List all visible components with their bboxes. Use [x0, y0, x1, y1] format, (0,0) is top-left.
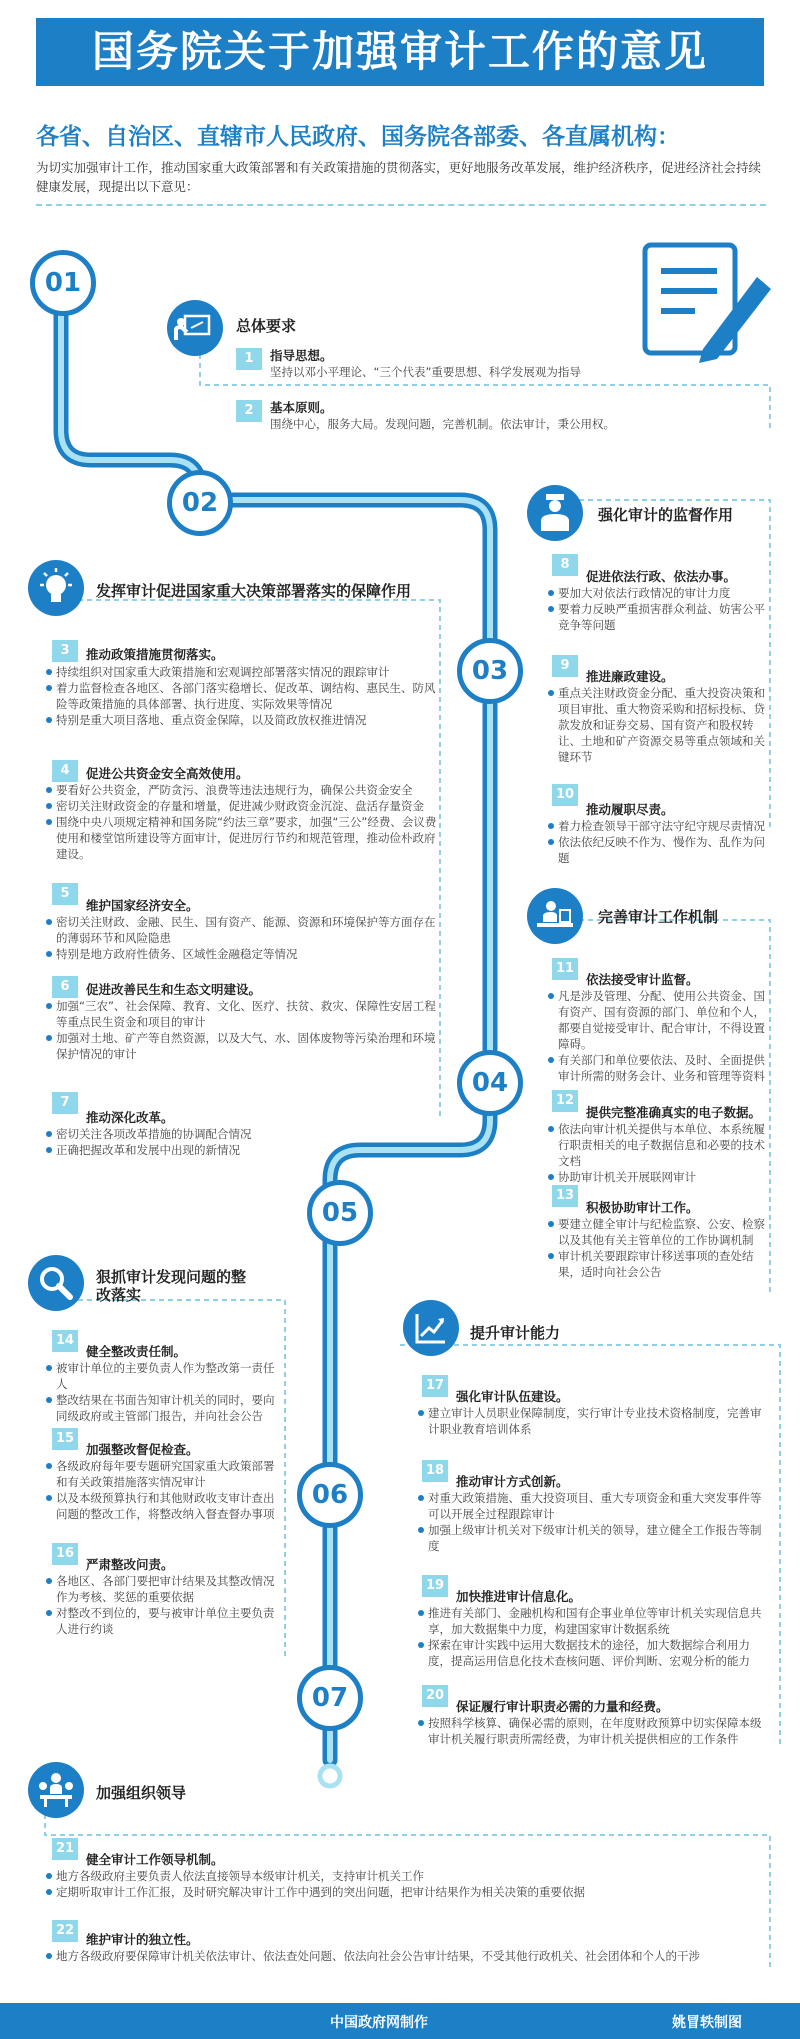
bullet: 要建立健全审计与纪检监察、公安、检察以及其他有关主管单位的工作协调机制 — [548, 1216, 770, 1248]
item-title: 推动政策措施贯彻落实。 — [86, 647, 224, 662]
footer-producer: 中国政府网制作 — [330, 2015, 428, 2031]
bullet: 持续组织对国家重大政策措施和宏观调控部署落实情况的跟踪审计 — [46, 664, 441, 680]
bullet: 以及本级预算执行和其他财政收支审计查出问题的整改工作，将整改纳入督查督办事项 — [46, 1490, 280, 1522]
item-title: 维护国家经济安全。 — [86, 898, 199, 913]
section-title-03: 强化审计的监督作用 — [598, 506, 734, 524]
section-title-01: 总体要求 — [236, 317, 297, 335]
bullet: 对整改不到位的，要与被审计单位主要负责人进行约谈 — [46, 1605, 280, 1637]
bullet: 建立审计人员职业保障制度，实行审计专业技术资格制度，完善审计职业教育培训体系 — [418, 1405, 770, 1437]
section-number-01: 01 — [30, 250, 96, 316]
item-title: 健全审计工作领导机制。 — [86, 1852, 224, 1867]
section-number-07: 07 — [297, 1665, 363, 1731]
bullet: 依法依纪反映不作为、慢作为、乱作为问题 — [548, 834, 770, 866]
bullet: 特别是地方政府性债务、区域性金融稳定等情况 — [46, 946, 441, 962]
item-badge: 10 — [552, 784, 578, 806]
item-title: 推动审计方式创新。 — [456, 1474, 569, 1489]
item-bullets — [418, 1490, 770, 1554]
item-badge: 6 — [52, 976, 78, 998]
item-bullets — [46, 998, 441, 1062]
item-title: 促进改善民生和生态文明建设。 — [86, 982, 262, 997]
section-number-02: 02 — [167, 470, 233, 536]
bullet: 整改结果在书面告知审计机关的同时，要向同级政府或主管部门报告，并向社会公告 — [46, 1392, 280, 1424]
magnifier-icon — [28, 1255, 84, 1311]
item-badge: 1 — [236, 348, 262, 370]
item-bullets — [46, 782, 441, 862]
item-badge: 4 — [52, 760, 78, 782]
item-bullets — [46, 914, 441, 962]
item-title: 健全整改责任制。 — [86, 1344, 187, 1359]
bullet: 推进有关部门、金融机构和国有企事业单位等审计机关实现信息共享，加大数据集中力度，构建国家审计数据系统 — [418, 1605, 770, 1637]
item-bullets — [46, 1360, 280, 1424]
office-icon — [527, 888, 583, 944]
section-number-05: 05 — [307, 1180, 373, 1246]
item-title: 基本原则。 — [270, 400, 333, 415]
bullet: 特别是重大项目落地、重点资金保障，以及简政放权推进情况 — [46, 712, 441, 728]
footer-designer: 姚冒轶制图 — [672, 2015, 742, 2031]
item-bullets — [46, 1868, 766, 1900]
bullet: 对重大政策措施、重大投资项目、重大专项资金和重大突发事件等可以开展全过程跟踪审计 — [418, 1490, 770, 1522]
item-badge: 14 — [52, 1330, 78, 1352]
item-title: 推动履职尽责。 — [586, 802, 674, 817]
bullet: 定期听取审计工作汇报，及时研究解决审计工作中遇到的突出问题，把审计结果作为相关决策的重要依据 — [46, 1884, 766, 1900]
item-title: 维护审计的独立性。 — [86, 1932, 199, 1947]
addressee: 各省、自治区、直辖市人民政府、国务院各部委、各直属机构： — [36, 124, 680, 150]
item-badge: 18 — [422, 1460, 448, 1482]
item-badge: 20 — [422, 1685, 448, 1707]
bullet: 围绕中央八项规定精神和国务院“约法三章”要求，加强“三公”经费、会议费使用和楼堂馆所建设等方面审计，促进厉行节约和规范管理，推动俭朴政府建设。 — [46, 814, 441, 862]
item-title: 指导思想。 — [270, 348, 333, 363]
bullet: 协助审计机关开展联网审计 — [548, 1169, 770, 1185]
item-title: 促进公共资金安全高效使用。 — [86, 766, 249, 781]
item-badge: 21 — [52, 1838, 78, 1860]
item-title: 促进依法行政、依法办事。 — [586, 569, 737, 584]
bullet: 要看好公共资金，严防贪污、浪费等违法违规行为，确保公共资金安全 — [46, 782, 441, 798]
item-badge: 13 — [552, 1185, 578, 1207]
bullet: 正确把握改革和发展中出现的新情况 — [46, 1142, 441, 1158]
section-number-03: 03 — [457, 638, 523, 704]
item-badge: 7 — [52, 1092, 78, 1114]
bullet: 着力监督检查各地区、各部门落实稳增长、促改革、调结构、惠民生、防风险等政策措施的具体部署、执行进度、实际效果等情况 — [46, 680, 441, 712]
bullet: 各级政府每年要专题研究国家重大政策部署和有关政策措施落实情况审计 — [46, 1458, 280, 1490]
bullet: 重点关注财政资金分配、重大投资决策和项目审批、重大物资采购和招标投标、贷款发放和证券交易、国有资产和股权转让、土地和矿产资源交易等重点领域和关键环节 — [548, 685, 770, 765]
section-number-04: 04 — [457, 1050, 523, 1116]
item-badge: 12 — [552, 1090, 578, 1112]
section-number-06: 06 — [297, 1462, 363, 1528]
bullet: 加强“三农”、社会保障、教育、文化、医疗、扶贫、救灾、保障性安居工程等重点民生资金和项目的审计 — [46, 998, 441, 1030]
bullet: 着力检查领导干部守法守纪守规尽责情况 — [548, 818, 770, 834]
item-badge: 17 — [422, 1375, 448, 1397]
bullet: 有关部门和单位要依法、及时、全面提供审计所需的财务会计、业务和管理等资料 — [548, 1052, 770, 1084]
item-bullets — [418, 1405, 770, 1437]
section-title-05: 狠抓审计发现问题的整改落实 — [96, 1268, 247, 1304]
item-title: 推进廉政建设。 — [586, 669, 674, 684]
item-title: 保证履行审计职责必需的力量和经费。 — [456, 1699, 669, 1714]
item-bullets — [46, 1573, 280, 1637]
item-title: 严肃整改问责。 — [86, 1557, 174, 1572]
page-title: 国务院关于加强审计工作的意见 — [36, 18, 764, 86]
bullet: 加强上级审计机关对下级审计机关的领导，建立健全工作报告等制度 — [418, 1522, 770, 1554]
item-bullets — [418, 1715, 770, 1747]
bullet: 地方各级政府要保障审计机关依法审计、依法查处问题、依法向社会公告审计结果，不受其他行政机关、社会团体和个人的干涉 — [46, 1948, 766, 1964]
item-badge: 5 — [52, 883, 78, 905]
item-title: 推动深化改革。 — [86, 1110, 174, 1125]
bullet: 各地区、各部门要把审计结果及其整改情况作为考核、奖惩的重要依据 — [46, 1573, 280, 1605]
bullet: 密切关注财政资金的存量和增量，促进减少财政资金沉淀、盘活存量资金 — [46, 798, 441, 814]
item-bullets — [46, 664, 441, 728]
item-bullets — [548, 1216, 770, 1280]
bullet: 要着力反映严重损害群众利益、妨害公平竞争等问题 — [548, 601, 770, 633]
item-bullets — [548, 585, 770, 633]
item-bullets — [548, 1121, 770, 1185]
item-bullets — [46, 1126, 441, 1158]
bullet: 依法向审计机关提供与本单位、本系统履行职责相关的电子数据信息和必要的技术文档 — [548, 1121, 770, 1169]
bullet: 密切关注财政、金融、民生、国有资产、能源、资源和环境保护等方面存在的薄弱环节和风险隐患 — [46, 914, 441, 946]
item-bullets — [548, 818, 770, 866]
section-title-07: 加强组织领导 — [96, 1784, 187, 1802]
item-text: 围绕中心，服务大局。发现问题，完善机制。依法审计，秉公用权。 — [270, 417, 615, 431]
item-title: 加快推进审计信息化。 — [456, 1589, 582, 1604]
item-badge: 11 — [552, 958, 578, 980]
item-text: 坚持以邓小平理论、“三个代表”重要思想、科学发展观为指导 — [270, 365, 581, 379]
bullet: 密切关注各项改革措施的协调配合情况 — [46, 1126, 441, 1142]
lightbulb-icon — [28, 560, 84, 616]
item-badge: 16 — [52, 1543, 78, 1565]
item-bullets — [548, 988, 770, 1084]
bullet: 按照科学核算、确保必需的原则，在年度财政预算中切实保障本级审计机关履行职责所需经费，为审计机关提供相应的工作条件 — [418, 1715, 770, 1747]
bullet: 加强对土地、矿产等自然资源，以及大气、水、固体废物等污染治理和环境保护情况的审计 — [46, 1030, 441, 1062]
bullet: 凡是涉及管理、分配、使用公共资金、国有资产、国有资源的部门、单位和个人，都要自觉接受审计、配合审计，不得设置障碍。 — [548, 988, 770, 1052]
item-title: 强化审计队伍建设。 — [456, 1389, 569, 1404]
item-title: 依法接受审计监督。 — [586, 972, 699, 987]
item-title: 提供完整准确真实的电子数据。 — [586, 1105, 762, 1120]
item-badge: 9 — [552, 655, 578, 677]
bullet: 被审计单位的主要负责人作为整改第一责任人 — [46, 1360, 280, 1392]
item-badge: 8 — [552, 554, 578, 576]
bullet: 要加大对依法行政情况的审计力度 — [548, 585, 770, 601]
item-badge: 22 — [52, 1920, 78, 1942]
section-title-06: 提升审计能力 — [470, 1324, 561, 1342]
bullet: 地方各级政府主要负责人依法直接领导本级审计机关，支持审计机关工作 — [46, 1868, 766, 1884]
bullet: 审计机关要跟踪审计移送事项的查处结果，适时向社会公告 — [548, 1248, 770, 1280]
item-bullets — [46, 1948, 766, 1964]
item-badge: 2 — [236, 400, 262, 422]
section-title-02: 发挥审计促进国家重大决策部署落实的保障作用 — [96, 582, 412, 600]
item-bullets — [548, 685, 770, 765]
section-title-04: 完善审计工作机制 — [598, 908, 719, 926]
item-title: 加强整改督促检查。 — [86, 1442, 199, 1457]
presentation-icon — [167, 300, 223, 356]
item-bullets — [418, 1605, 770, 1669]
auditor-icon — [527, 485, 583, 541]
chart-icon — [403, 1300, 459, 1356]
item-title: 积极协助审计工作。 — [586, 1200, 699, 1215]
item-badge: 19 — [422, 1575, 448, 1597]
item-bullets — [46, 1458, 280, 1522]
bullet: 探索在审计实践中运用大数据技术的途径，加大数据综合利用力度，提高运用信息化技术查核问题、评价判断、宏观分析的能力 — [418, 1637, 770, 1669]
item-badge: 3 — [52, 640, 78, 662]
item-badge: 15 — [52, 1428, 78, 1450]
intro-text: 为切实加强审计工作，推动国家重大政策部署和有关政策措施的贯彻落实，更好地服务改革发展，维护经济秩序，促进经济社会持续健康发展，现提出以下意见： — [36, 160, 762, 194]
meeting-icon — [28, 1762, 84, 1818]
